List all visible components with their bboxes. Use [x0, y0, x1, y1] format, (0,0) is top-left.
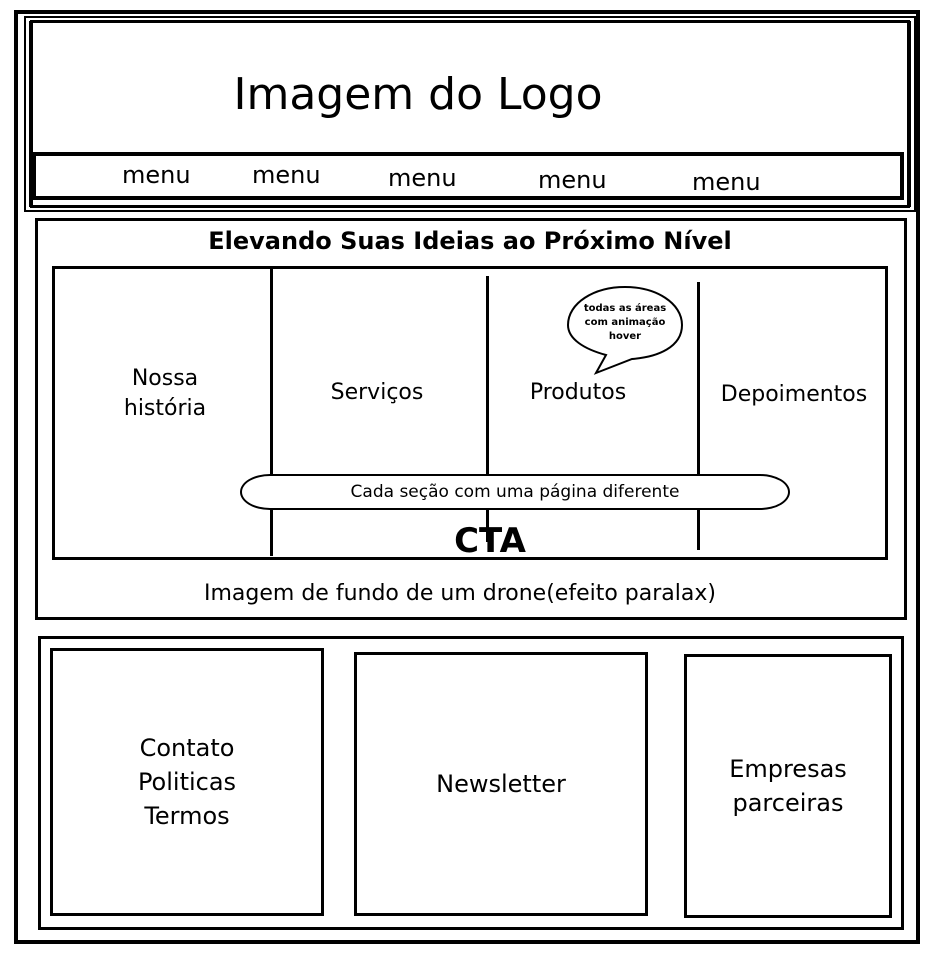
footer-contact-box[interactable]: Contato Politicas Termos: [50, 648, 324, 916]
menu-item-4[interactable]: menu: [538, 166, 607, 194]
footer-newsletter-box[interactable]: Newsletter: [354, 652, 648, 916]
section-divider-1: [270, 268, 273, 556]
sections-note: Cada seção com uma página diferente: [350, 482, 680, 502]
cta-button[interactable]: CTA: [454, 521, 526, 561]
logo-placeholder[interactable]: Imagem do Logo: [233, 69, 603, 120]
hero-title: Elevando Suas Ideias ao Próximo Nível: [208, 227, 732, 255]
footer-partners-box[interactable]: Empresas parceiras: [684, 654, 892, 918]
bubble-note: todas as áreas com animação hover: [583, 303, 667, 342]
menu-item-3[interactable]: menu: [388, 164, 457, 192]
section-produtos[interactable]: Produtos: [529, 380, 627, 405]
section-servicos[interactable]: Serviços: [330, 380, 424, 405]
section-depoimentos[interactable]: Depoimentos: [720, 382, 868, 407]
section-nossa-historia[interactable]: Nossa história: [123, 366, 207, 421]
menu-item-2[interactable]: menu: [252, 161, 321, 189]
background-note: Imagem de fundo de um drone(efeito paralax): [204, 581, 716, 606]
menu-item-5[interactable]: menu: [692, 168, 761, 196]
menu-item-1[interactable]: menu: [122, 161, 191, 189]
